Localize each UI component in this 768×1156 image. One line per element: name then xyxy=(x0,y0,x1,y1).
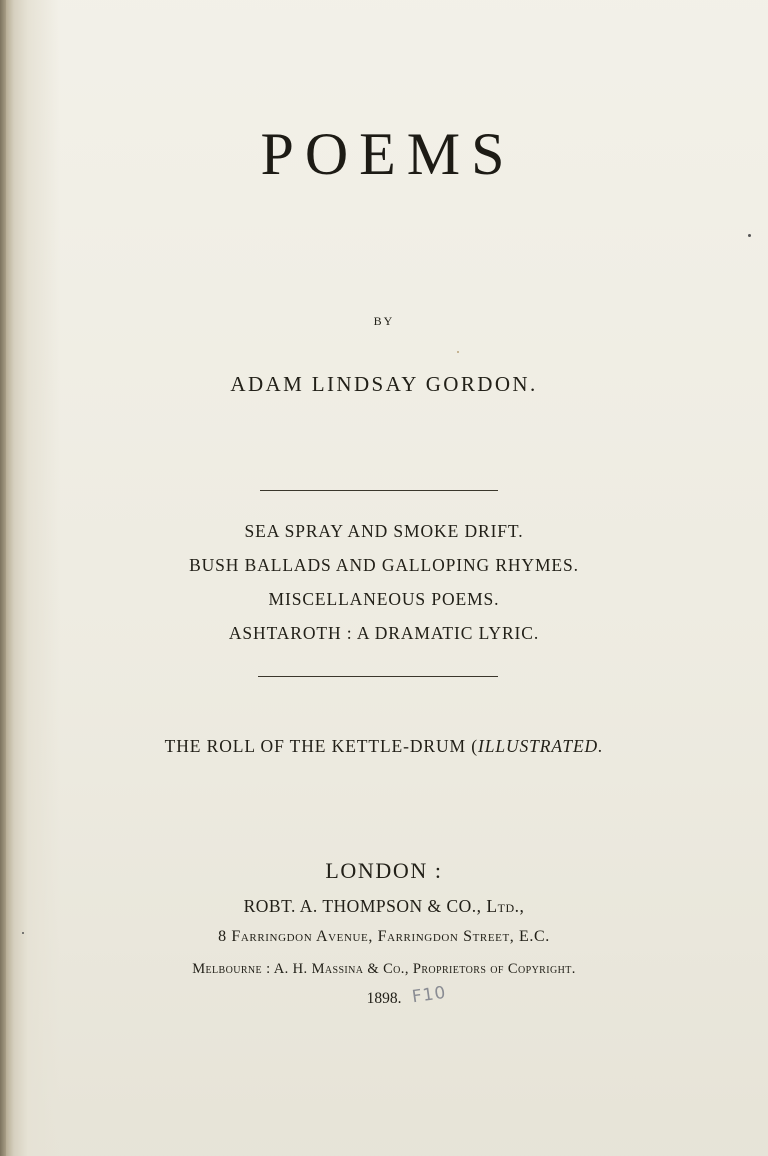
publisher-ltd: Ltd., xyxy=(486,896,525,916)
illustrated-note: ILLUSTRATED. xyxy=(477,736,604,756)
imprint-address: 8 Farringdon Avenue, Farringdon Street, E.C. xyxy=(218,928,550,945)
contents-list xyxy=(0,514,768,650)
divider-rule-bottom xyxy=(258,676,498,677)
imprint-publisher xyxy=(0,892,768,920)
book-title: POEMS xyxy=(260,121,516,187)
imprint-melbourne: Melbourne : A. H. Massina & Co., Proprietors of Copyright. xyxy=(192,961,576,977)
pencil-annotation: F10 xyxy=(410,982,448,1008)
paper-speck xyxy=(22,932,24,934)
kettle-drum-line xyxy=(0,732,768,760)
imprint-year: 1898. xyxy=(366,990,402,1007)
author-name: ADAM LINDSAY GORDON. xyxy=(230,372,538,396)
contents-item: BUSH BALLADS AND GALLOPING RHYMES. xyxy=(189,555,579,575)
kettle-drum-title: THE ROLL OF THE KETTLE-DRUM ( xyxy=(164,736,478,756)
paper-speck xyxy=(748,234,751,237)
contents-item: ASHTAROTH : A DRAMATIC LYRIC. xyxy=(228,623,540,643)
paper-speck xyxy=(457,351,459,353)
divider-rule-top xyxy=(260,490,498,491)
imprint-city: LONDON : xyxy=(325,858,443,883)
contents-item: MISCELLANEOUS POEMS. xyxy=(268,589,500,609)
publisher-name: ROBT. A. THOMPSON & CO., xyxy=(243,896,487,916)
contents-item: SEA SPRAY AND SMOKE DRIFT. xyxy=(244,521,524,541)
by-line: BY xyxy=(373,314,395,328)
